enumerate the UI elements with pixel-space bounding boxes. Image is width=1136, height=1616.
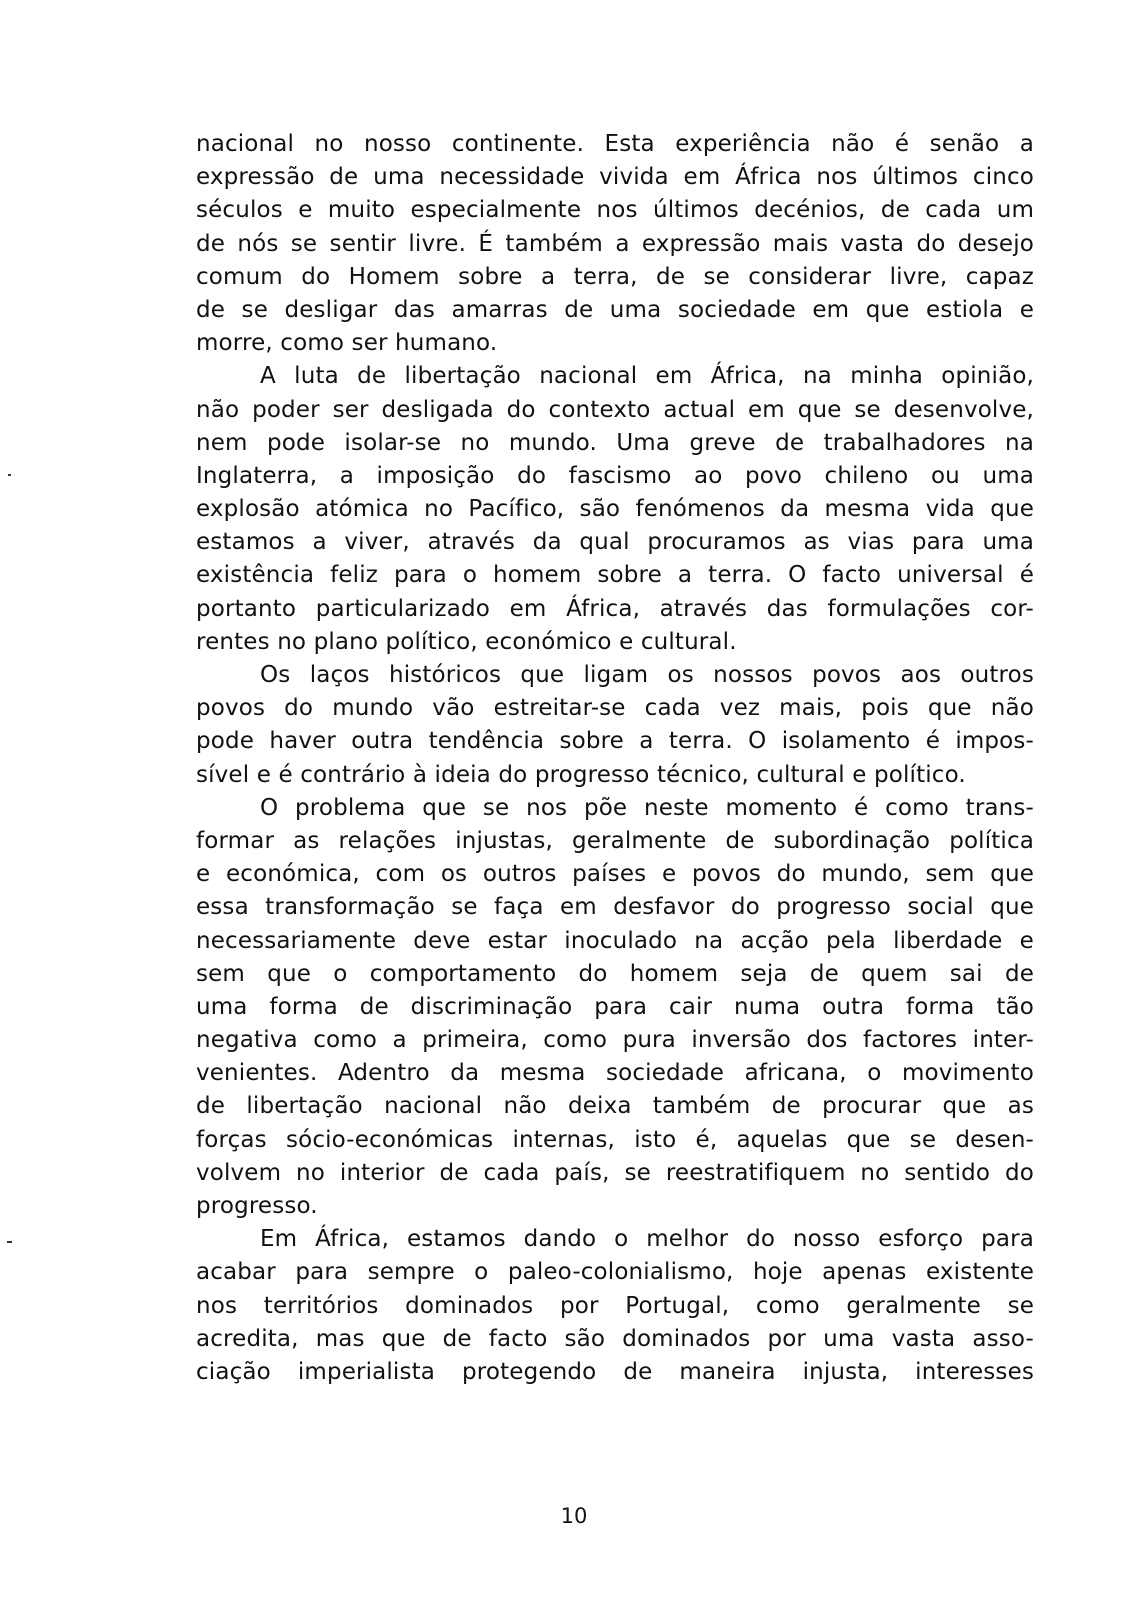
text-line: acabar para sempre o paleo-colonialismo, hoje apenas existente <box>196 1259 1034 1286</box>
text-line: nem pode isolar-se no mundo. Uma greve de trabalhadores na <box>196 429 1034 456</box>
text-line: venientes. Adentro da mesma sociedade africana, o movimento <box>196 1060 1034 1087</box>
text-line: nos territórios dominados por Portugal, como geralmente se <box>196 1292 1034 1319</box>
paragraph <box>196 360 1034 659</box>
text-line: uma forma de discriminação para cair numa outra forma tão <box>196 993 1034 1020</box>
text-line: portanto particularizado em África, através das formulações cor- <box>196 595 1034 622</box>
text-line: A luta de libertação nacional em África, na minha opinião, <box>260 363 1034 390</box>
text-line: existência feliz para o homem sobre a terra. O facto universal é <box>196 562 1034 589</box>
body-text <box>196 128 1034 1389</box>
paragraph <box>196 1223 1034 1389</box>
text-line: Os laços históricos que ligam os nossos povos aos outros <box>260 662 1034 688</box>
text-line: rentes no plano político, económico e cultural. <box>196 628 737 655</box>
scan-mark <box>8 474 11 476</box>
text-line: expressão de uma necessidade vivida em África nos últimos cinco <box>196 164 1034 191</box>
text-line: essa transformação se faça em desfavor do progresso social que <box>196 894 1034 921</box>
text-line: progresso. <box>196 1193 318 1219</box>
text-line: de libertação nacional não deixa também de procurar que as <box>196 1093 1034 1120</box>
page-number: 10 <box>560 1504 588 1528</box>
text-line: forças sócio-económicas internas, isto é, aquelas que se desen- <box>196 1126 1034 1153</box>
text-line: sem que o comportamento do homem seja de quem sai de <box>196 960 1034 987</box>
text-line: sível e é contrário à ideia do progresso técnico, cultural e político. <box>196 761 966 788</box>
text-line: comum do Homem sobre a terra, de se considerar livre, capaz <box>196 263 1034 290</box>
paragraph <box>196 792 1034 1223</box>
text-line: explosão atómica no Pacífico, são fenómenos da mesma vida que <box>196 496 1034 523</box>
text-line: de nós se sentir livre. É também a expressão mais vasta do desejo <box>196 230 1034 257</box>
text-line: formar as relações injustas, geralmente de subordinação política <box>196 827 1034 854</box>
text-line: O problema que se nos põe neste momento é como trans- <box>260 794 1034 821</box>
text-line: necessariamente deve estar inoculado na acção pela liberdade e <box>196 927 1034 954</box>
paragraph <box>196 128 1034 360</box>
text-line: estamos a viver, através da qual procuramos as vias para uma <box>196 529 1034 556</box>
text-line: ciação imperialista protegendo de maneira injusta, interesses <box>196 1358 1034 1385</box>
text-line: povos do mundo vão estreitar-se cada vez mais, pois que não <box>196 695 1034 722</box>
text-line: acredita, mas que de facto são dominados por uma vasta asso- <box>196 1325 1034 1352</box>
text-line: negativa como a primeira, como pura inversão dos factores inter- <box>196 1027 1034 1054</box>
text-line: séculos e muito especialmente nos últimos decénios, de cada um <box>196 197 1034 224</box>
text-line: não poder ser desligada do contexto actual em que se desenvolve, <box>196 396 1034 423</box>
text-line: Inglaterra, a imposição do fascismo ao povo chileno ou uma <box>196 462 1034 489</box>
text-line: nacional no nosso continente. Esta experiência não é senão a <box>196 131 1034 157</box>
text-line: e económica, com os outros países e povos do mundo, sem que <box>196 861 1034 888</box>
text-line: pode haver outra tendência sobre a terra. O isolamento é impos- <box>196 728 1034 755</box>
text-line: Em África, estamos dando o melhor do nosso esforço para <box>260 1226 1034 1253</box>
text-line: volvem no interior de cada país, se reestratifiquem no sentido do <box>196 1159 1034 1186</box>
text-line: morre, como ser humano. <box>196 330 498 357</box>
text-line: de se desligar das amarras de uma sociedade em que estiola e <box>196 296 1034 323</box>
paragraph <box>196 659 1034 792</box>
scan-mark <box>7 1241 12 1243</box>
